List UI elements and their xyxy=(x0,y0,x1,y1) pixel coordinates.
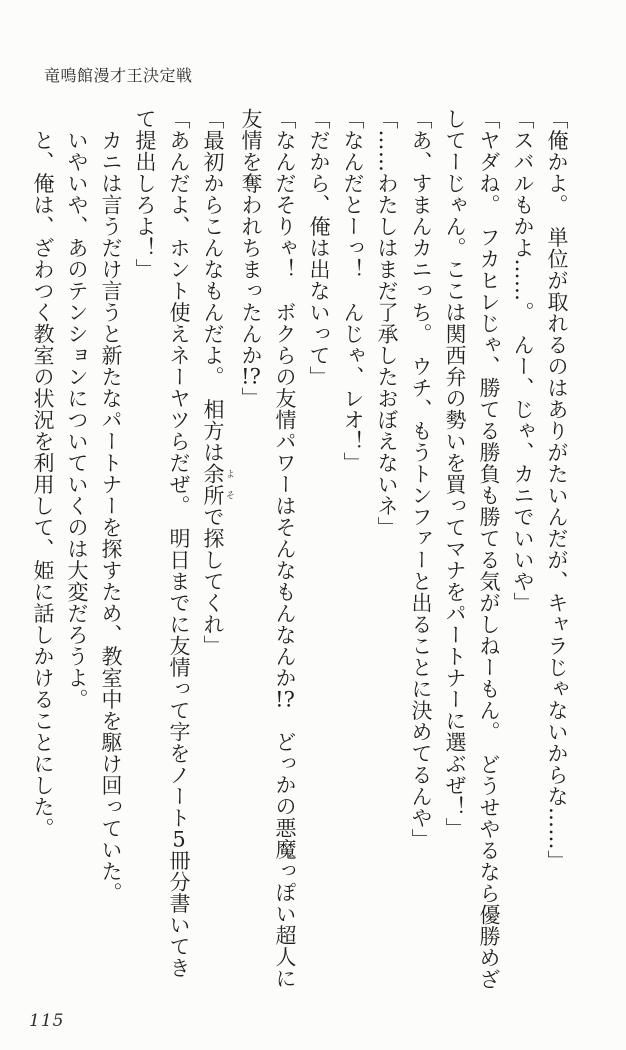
page-number: 115 xyxy=(29,1011,65,1031)
vertical-text-body xyxy=(26,108,574,994)
paragraph: 「なんだとーっ！ んじゃ、レオ！」 xyxy=(341,108,365,474)
paragraph: いやいや、あのテンションについていくのは大変だろうよ。 xyxy=(65,108,89,710)
paragraph: 「最初からこんなもんだよ。 相方は余所 よそで探してくれ」 xyxy=(201,108,234,657)
tate-chu-yoko: 5 xyxy=(172,828,186,850)
paragraph: 「だから、俺は出ないって」 xyxy=(307,108,331,388)
running-header-chapter-title: 竜鳴館漫才王決定戦 xyxy=(44,66,193,85)
furigana-ruby: 余所 よそ xyxy=(201,463,234,506)
paragraph: 「スバルもかよ……。 んー、じゃ、カニでいいや」 xyxy=(511,108,535,614)
paragraph: 「あ、すまんカニっち。 ウチ、もうトンファーと出ることに決めてるんや」 xyxy=(409,108,433,850)
paragraph: 「あんだよ、ホント使えネーヤツらだぜ。 明日までに友情って字をノート5冊分書いてきて提出しろよ！」 xyxy=(133,108,191,979)
paragraph: 「俺かよ。 単位が取れるのはありがたいんだが、キャラじゃないからな……」 xyxy=(545,108,569,872)
paragraph: と、俺は、ざわつく教室の状況を利用して、姫に話しかけることにした。 xyxy=(31,108,55,839)
paragraph: 「ヤダね。 フカヒレじゃ、勝てる勝負も勝てる気がしねーもん。 どうせやるなら優勝めざしてーじゃん。ここは関西弁の勢いを買ってマナをパートナーに選ぶぜ！」 xyxy=(443,108,501,990)
paragraph: 「……わたしはまだ了承したおぼえないネ」 xyxy=(375,108,399,538)
paragraph: カニは言うだけ言うと新たなパートナーを探すため、教室中を駆け回っていた。 xyxy=(99,108,123,904)
paragraph: 「なんだそりゃ！ ボクらの友情パワーはそんなもんなんか!? どっかの悪魔っぽい超人に友情を奪われちまったんか!?」 xyxy=(239,108,297,989)
tate-chu-yoko: !? xyxy=(241,366,261,387)
tate-chu-yoko: !? xyxy=(275,688,295,710)
